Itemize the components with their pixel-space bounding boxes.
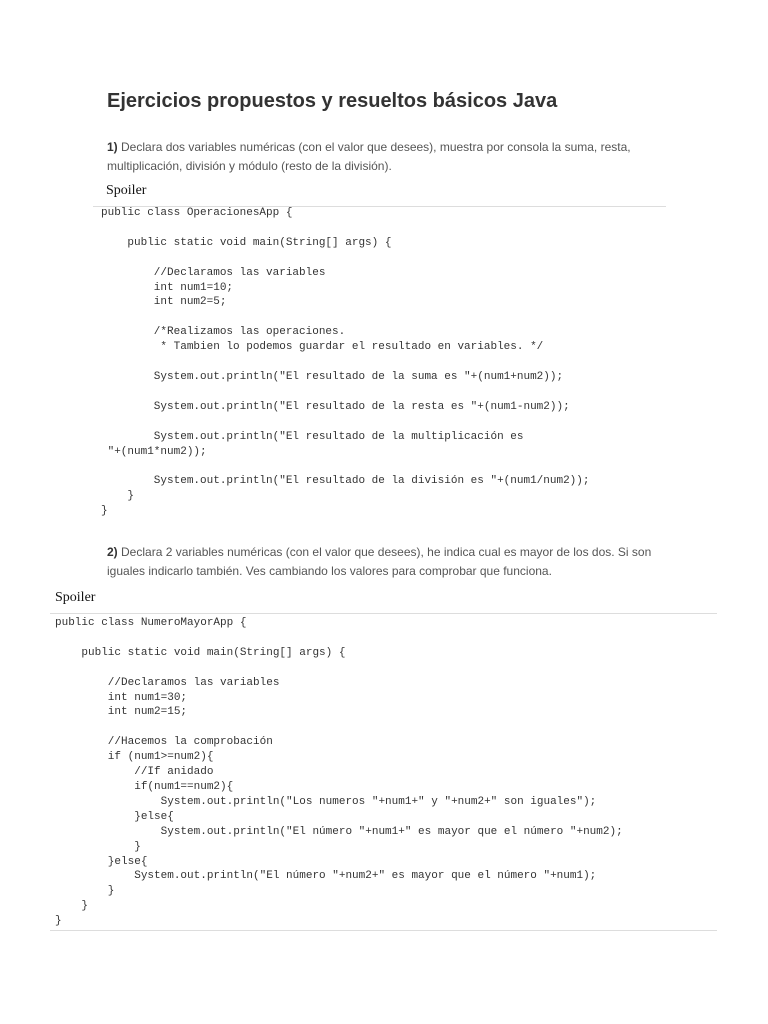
code-line: public class NumeroMayorApp { [55,617,247,629]
code-line: System.out.println("El resultado de la división es "+(num1/num2)); [101,475,590,488]
code-line: //Hacemos la comprobación [55,736,273,749]
code-line: System.out.println("Los numeros "+num1+" y "+num2+" son iguales"); [55,795,597,808]
exercise-2-code-block [55,616,623,929]
code-line: }else{ [55,855,148,868]
code-line: //Declaramos las variables [101,266,326,279]
code-line: System.out.println("El resultado de la suma es "+(num1+num2)); [101,370,564,383]
code-line: if (num1>=num2){ [55,751,214,764]
code-line: if(num1==num2){ [55,780,234,793]
code-line: } [101,490,135,503]
code-line: } [55,885,115,898]
exercise-2-number: 2) [107,545,118,559]
exercise-2-text: Declara 2 variables numéricas (con el valor que desees), he indica cual es mayor de los dos. Si son iguales indicarlo también. Ves cambiando los valores para comprobar que funciona. [107,545,652,578]
exercise-2-spoiler-toggle[interactable]: Spoiler [55,590,96,605]
code-line: //Declaramos las variables [55,676,280,689]
code-line: public class OperacionesApp { [101,207,293,219]
code-line: int num2=5; [101,296,227,309]
exercise-2-bottom-divider [50,930,717,931]
code-line: //If anidado [55,766,214,779]
exercise-1-code-block [101,206,589,519]
code-line: public static void main(String[] args) { [101,236,392,249]
exercise-2-statement [107,543,667,581]
code-line: } [55,840,141,853]
code-line: public static void main(String[] args) { [55,646,346,659]
exercise-1-spoiler-toggle[interactable]: Spoiler [106,183,147,198]
exercise-1-number: 1) [107,140,118,154]
code-line: int num1=10; [101,281,234,294]
code-line: }else{ [55,810,174,823]
code-line: int num1=30; [55,691,188,704]
code-line: "+(num1*num2)); [101,445,207,458]
page-title: Ejercicios propuestos y resueltos básicos Java [107,90,558,112]
code-line: System.out.println("El resultado de la resta es "+(num1-num2)); [101,400,570,413]
code-line: } [55,900,89,913]
code-line: System.out.println("El número "+num1+" es mayor que el número "+num2); [55,825,623,838]
exercise-2-divider [50,613,717,614]
code-line: System.out.println("El número "+num2+" es mayor que el número "+num1); [55,870,597,883]
code-line: int num2=15; [55,706,188,719]
code-line: /*Realizamos las operaciones. [101,326,346,339]
exercise-1-text: Declara dos variables numéricas (con el valor que desees), muestra por consola la suma, resta, multiplicación, división y módulo (resto de la división). [107,140,631,173]
exercise-1-statement [107,138,667,176]
code-line: System.out.println("El resultado de la multiplicación es [101,430,524,443]
code-line: } [101,505,108,518]
code-line: * Tambien lo podemos guardar el resultado en variables. */ [101,341,544,354]
code-line: } [55,915,62,928]
